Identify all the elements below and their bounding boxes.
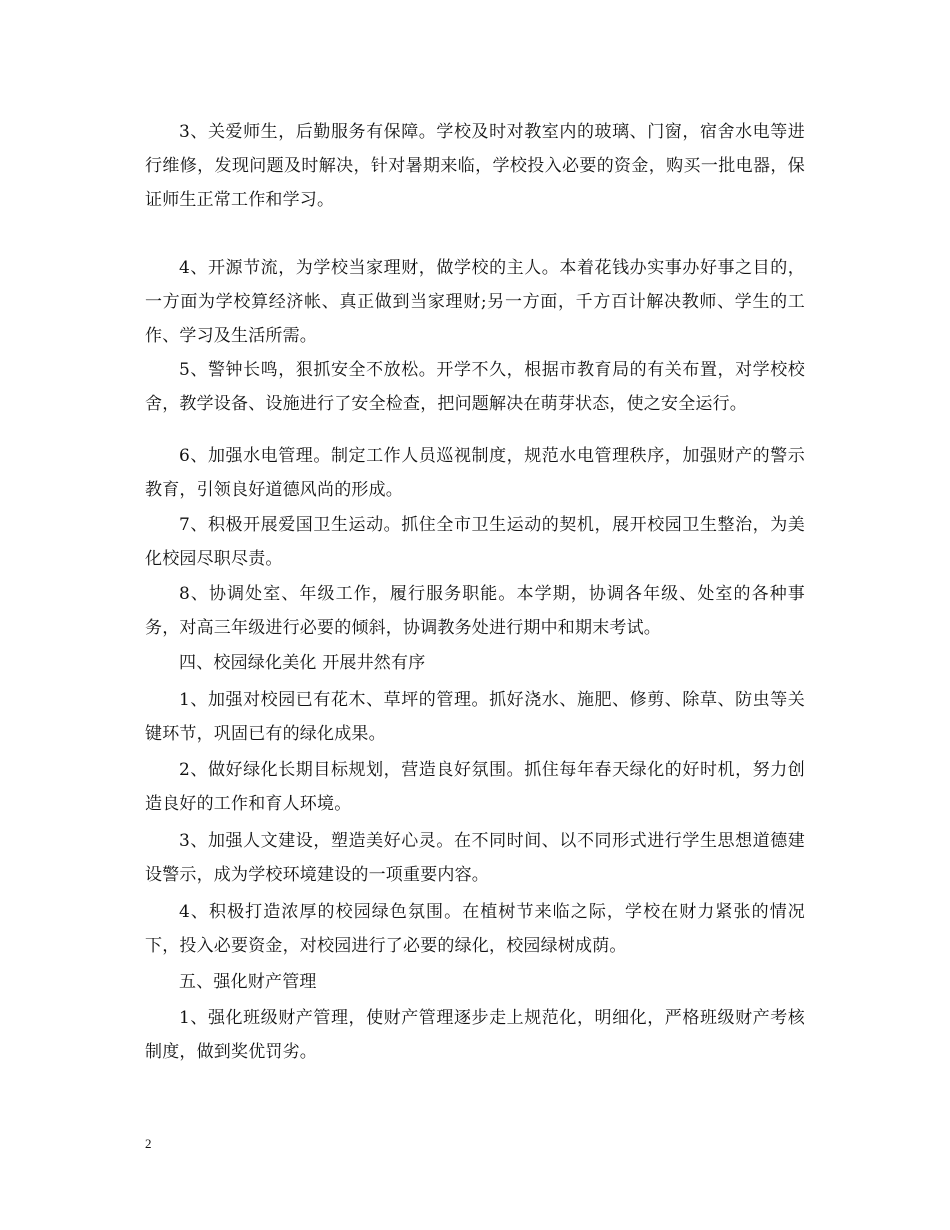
paragraph-greening-planning: 2、做好绿化长期目标规划，营造良好氛围。抓住每年春天绿化的好时机，努力创造良好的工作和育人环境。 — [145, 760, 805, 814]
paragraph-green-atmosphere: 4、积极打造浓厚的校园绿色氛围。在植树节来临之际，学校在财力紧张的情况下，投入必要资金，对校园进行了必要的绿化，校园绿树成荫。 — [145, 902, 805, 956]
paragraph-class-property: 1、强化班级财产管理，使财产管理逐步走上规范化，明细化，严格班级财产考核制度，做到奖优罚劣。 — [145, 1008, 805, 1062]
paragraph-water-electric: 6、加强水电管理。制定工作人员巡视制度，规范水电管理秩序，加强财产的警示教育，引领良好道德风尚的形成。 — [145, 446, 805, 500]
paragraph-greening-maintenance: 1、加强对校园已有花木、草坪的管理。抓好浇水、施肥、修剪、除草、防虫等关键环节，巩固已有的绿化成果。 — [145, 690, 805, 744]
paragraph-safety-check: 5、警钟长鸣，狠抓安全不放松。开学不久，根据市教育局的有关布置，对学校校舍，教学设备、设施进行了安全检查，把问题解决在萌芽状态，使之安全运行。 — [145, 360, 805, 414]
section-heading-property: 五、强化财产管理 — [179, 972, 317, 992]
paragraph-coordination: 8、协调处室、年级工作，履行服务职能。本学期，协调各年级、处室的各种事务，对高三年级进行必要的倾斜，协调教务处进行期中和期末考试。 — [145, 584, 805, 638]
paragraph-financial-management: 4、开源节流，为学校当家理财，做学校的主人。本着花钱办实事办好事之目的，一方面为学校算经济帐、真正做到当家理财;另一方面，千方百计解决教师、学生的工作、学习及生活所需。 — [145, 258, 805, 346]
paragraph-sanitation: 7、积极开展爱国卫生运动。抓住全市卫生运动的契机，展开校园卫生整治，为美化校园尽职尽责。 — [145, 515, 805, 569]
section-heading-greening: 四、校园绿化美化 开展井然有序 — [179, 653, 426, 673]
paragraph-rear-service: 3、关爱师生，后勤服务有保障。学校及时对教室内的玻璃、门窗，宿舍水电等进行维修，发现问题及时解决，针对暑期来临，学校投入必要的资金，购买一批电器，保证师生正常工作和学习。 — [145, 122, 805, 210]
page-number: 2 — [145, 1136, 152, 1151]
paragraph-humanistic-building: 3、加强人文建设，塑造美好心灵。在不同时间、以不同形式进行学生思想道德建设警示，成为学校环境建设的一项重要内容。 — [145, 831, 805, 885]
